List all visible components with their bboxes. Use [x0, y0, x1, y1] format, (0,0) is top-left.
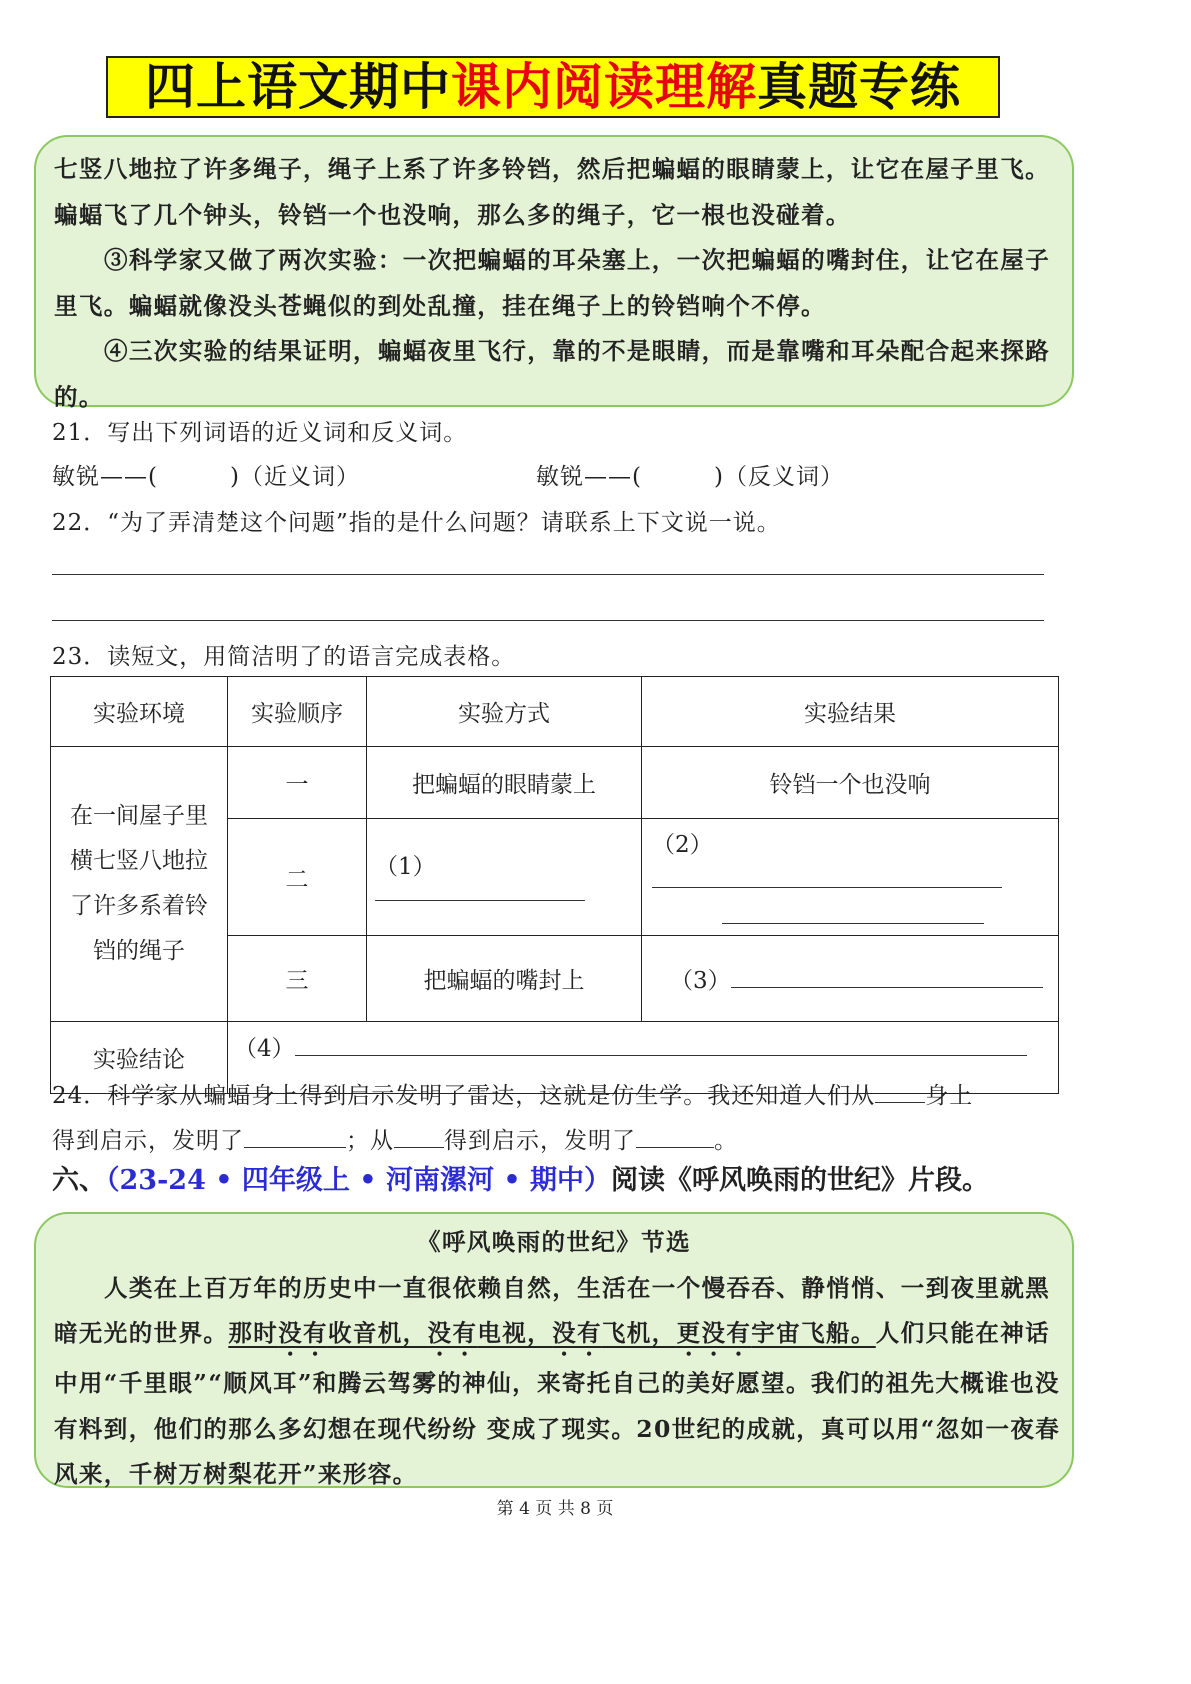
passage-paragraph: 人类在上百万年的历史中一直很依赖自然，生活在一个慢吞吞、静悄悄、一到夜里就黑暗无光的世界。那时没有收音机，没有电视，没有飞机，更没有宇宙飞船。人们只能在神话中用“千里眼”“顺风耳”和腾云驾雾的神仙，来寄托自己的美好愿望。我们的祖先大概谁也没有料到，他们的那么多幻想在现代纷纷 变成了现实。20世纪的成就，真可以用“忽如一夜春风来，千树万树梨花开”来形容。	[54, 1273, 1061, 1488]
order-cell: 一	[228, 747, 367, 819]
q21-synonym[interactable]: 敏锐——( )（近义词）	[52, 464, 360, 490]
passage-box-1	[34, 135, 1074, 411]
source-label: （23-24 • 四年级上 • 河南漯河 • 期中）	[106, 1165, 612, 1196]
blank-label: （2）	[652, 832, 713, 858]
result-answer-cell[interactable]	[642, 936, 1059, 1022]
blank-label: （1）	[375, 853, 436, 880]
page-footer: 第 4 页 共 8 页	[496, 1499, 614, 1519]
header-cell: 实验环境	[51, 677, 228, 747]
header-cell: 实验结果	[642, 677, 1059, 747]
passage-paragraph: ④三次实验的结果证明，蝙蝠夜里飞行，靠的不是眼睛，而是靠嘴和耳朵配合起来探路的。	[54, 337, 1051, 411]
blank-label: （3）	[670, 968, 731, 994]
question-22: 22．“为了弄清楚这个问题”指的是什么问题？请联系上下文说一说。	[52, 510, 781, 536]
header-cell: 实验顺序	[228, 677, 367, 747]
method-answer-cell[interactable]	[367, 819, 642, 936]
passage-paragraph: 七竖八地拉了许多绳子，绳子上系了许多铃铛，然后把蝙蝠的眼睛蒙上，让它在屋子里飞。蝙蝠飞了几个钟头，铃铛一个也没响，那么多的绳子，它一根也没碰着。	[54, 155, 1050, 229]
result-cell: 铃铛一个也没响	[642, 747, 1059, 819]
title-highlight: 课内阅读理解	[451, 58, 757, 116]
conclusion-label: 实验结论	[51, 1022, 228, 1094]
passage-box-2	[34, 1212, 1074, 1488]
header-cell: 实验方式	[367, 677, 642, 747]
q21-antonym[interactable]: 敏锐——( )（反义词）	[536, 464, 844, 490]
experiment-table	[50, 676, 1059, 1094]
answer-line[interactable]	[52, 620, 1044, 621]
env-cell: 在一间屋子里横七竖八地拉了许多系着铃铛的绳子	[51, 747, 228, 1022]
section-6-heading: 六、（23-24 • 四年级上 • 河南漯河 • 期中）阅读《呼风唤雨的世纪》片段。	[52, 1165, 990, 1196]
passage-title: 《呼风唤雨的世纪》节选	[417, 1228, 691, 1256]
question-24: 24．科学家从蝙蝠身上得到启示发明了雷达，这就是仿生学。我还知道人们从 身上 得到启示，发明了 ；从 得到启示，发明了 。	[52, 1083, 974, 1154]
order-cell: 三	[228, 936, 367, 1022]
method-cell: 把蝙蝠的嘴封上	[367, 936, 642, 1022]
result-answer-cell[interactable]	[642, 819, 1059, 936]
title-part1: 四上语文期中	[145, 58, 451, 116]
title-part3: 真题专练	[757, 58, 961, 116]
question-23: 23．读短文，用简洁明了的语言完成表格。	[52, 644, 516, 670]
blank-label: （4）	[234, 1036, 295, 1062]
method-cell: 把蝙蝠的眼睛蒙上	[367, 747, 642, 819]
order-cell: 二	[228, 819, 367, 936]
question-21: 21．写出下列词语的近义词和反义词。	[52, 420, 468, 446]
answer-line[interactable]	[52, 574, 1044, 575]
page-title	[106, 56, 1000, 118]
passage-paragraph: ③科学家又做了两次实验：一次把蝙蝠的耳朵塞上，一次把蝙蝠的嘴封住，让它在屋子里飞。蝙蝠就像没头苍蝇似的到处乱撞，挂在绳子上的铃铛响个不停。	[54, 246, 1051, 320]
